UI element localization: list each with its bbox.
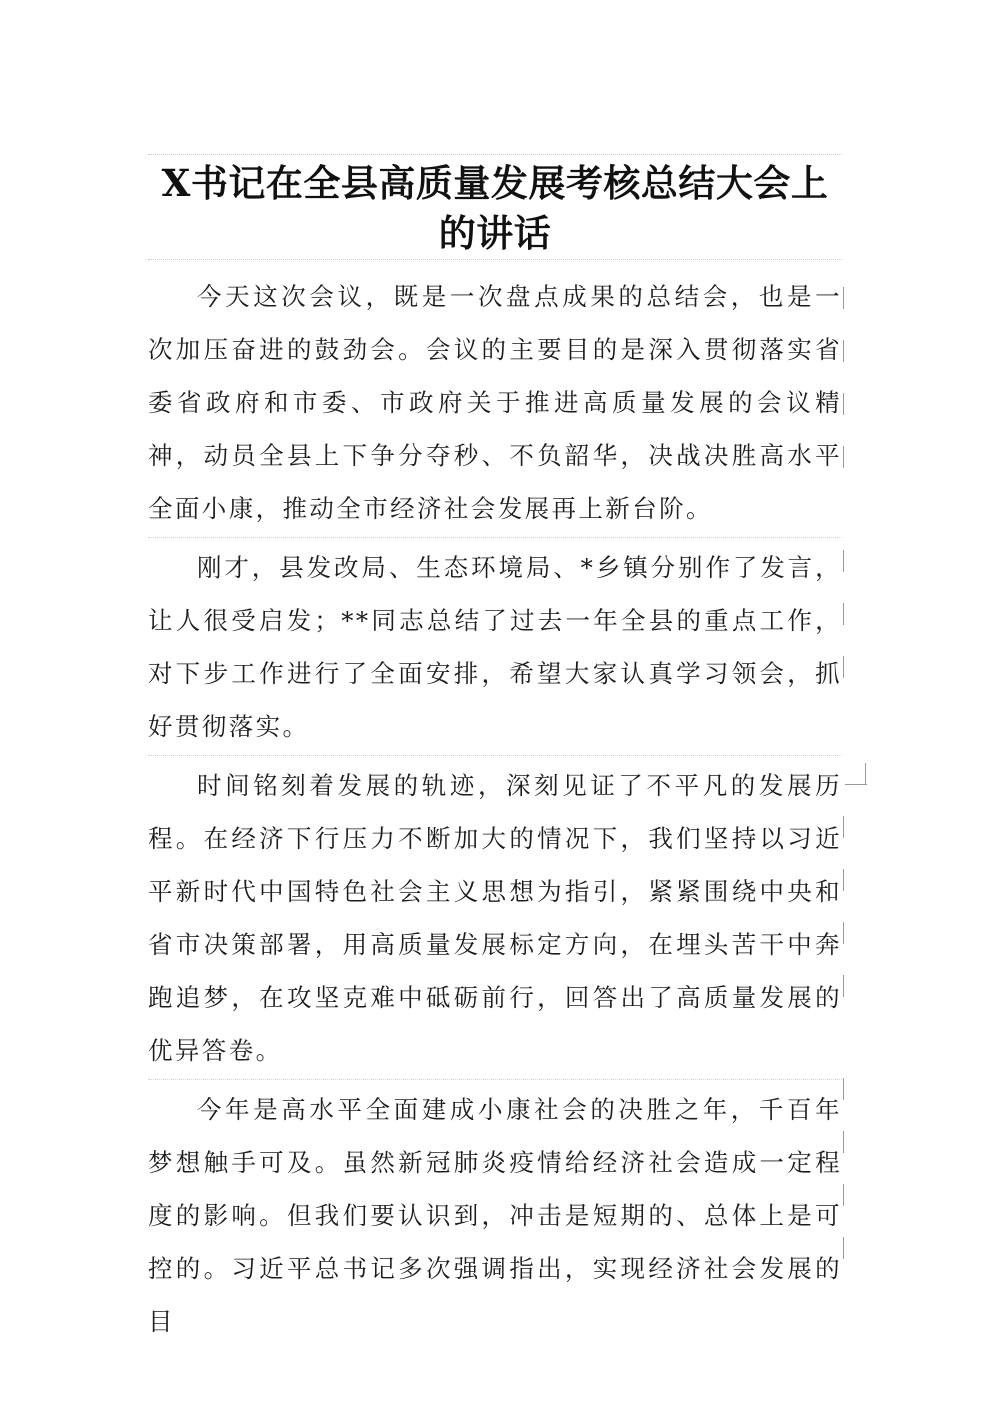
margin-boundary-mark: [843, 1237, 844, 1259]
paragraph-separator: [148, 537, 842, 538]
paragraph-3: 时间铭刻着发展的轨迹，深刻见证了不平凡的发展历程。在经济下行压力不断加大的情况下，我们坚持以习近平新时代中国特色社会主义思想为指引，紧紧围绕中央和省市决策部署，用高质量发展标定方向，在埋头苦干中奔跑追梦，在攻坚克难中砥砺前行，回答出了高质量发展的优异答卷。: [148, 771, 842, 1065]
paragraph-2: 刚才，县发改局、生态环境局、*乡镇分别作了发言，让人很受启发；**同志总结了过去一年全县的重点工作，对下步工作进行了全面安排，希望大家认真学习领会，抓好贯彻落实。: [148, 553, 842, 741]
margin-boundary-mark: [843, 1078, 844, 1100]
document-body: [148, 270, 842, 1348]
margin-boundary-mark: [843, 1131, 844, 1153]
margin-boundary-mark: [843, 816, 844, 838]
margin-boundary-mark: [865, 763, 866, 785]
margin-boundary-mark: [843, 656, 844, 678]
margin-boundary-mark: [843, 922, 844, 944]
margin-boundary-mark: [843, 869, 844, 891]
margin-boundary-mark: [843, 975, 844, 997]
title-bottom-rule: [148, 259, 842, 260]
margin-boundary-mark: [843, 446, 844, 468]
margin-boundary-mark: [843, 1184, 844, 1206]
margin-boundary-mark: [843, 603, 844, 625]
margin-boundary-mark: [843, 340, 844, 362]
title-top-rule: [148, 154, 842, 155]
paragraph-separator: [148, 1079, 842, 1080]
paragraph-1: 今天这次会议，既是一次盘点成果的总结会，也是一次加压奋进的鼓劲会。会议的主要目的是深入贯彻落实省委省政府和市委、市政府关于推进高质量发展的会议精神，动员全县上下争分夺秒、不负韶华，决战决胜高水平全面小康，推动全市经济社会发展再上新台阶。: [148, 282, 842, 523]
margin-boundary-mark: [845, 784, 867, 785]
document-title: X书记在全县高质量发展考核总结大会上的讲话: [161, 161, 829, 255]
paragraph-separator: [148, 755, 842, 756]
margin-boundary-mark: [843, 393, 844, 415]
margin-boundary-mark: [843, 550, 844, 572]
margin-boundary-mark: [843, 287, 844, 309]
paragraph-4: 今年是高水平全面建成小康社会的决胜之年，千百年梦想触手可及。虽然新冠肺炎疫情给经济社会造成一定程度的影响。但我们要认识到，冲击是短期的、总体上是可控的。习近平总书记多次强调指出，实现经济社会发展的目: [148, 1095, 842, 1336]
